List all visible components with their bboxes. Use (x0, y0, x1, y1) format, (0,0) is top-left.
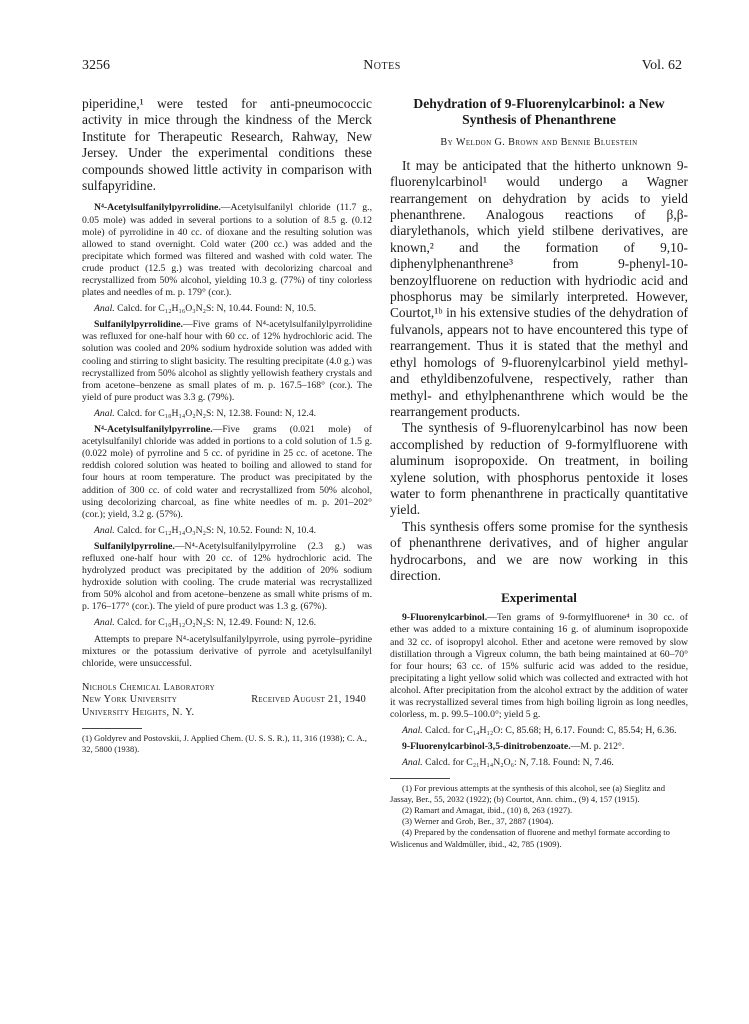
procedure-acetylsulfanilylpyrroline (82, 424, 372, 521)
closing-paragraph: Attempts to prepare N⁴-acetylsulfanilylpyrrole, using pyrrole–pyridine mixtures or the potassium derivative of pyrrole and acetylsulfanilyl chloride, were unsuccessful. (82, 633, 372, 669)
procedure-heading: 9-Fluorenylcarbinol. (402, 612, 488, 624)
analysis-label: Anal. (94, 524, 115, 536)
analysis-line (82, 408, 372, 420)
body-paragraph-3: This synthesis offers some promise for the synthesis of phenanthrene derivatives, and of higher angular hydrocarbons, and we are now working in this direction. (390, 518, 688, 583)
procedure-body: —Five grams (0.021 mole) of acetylsulfanilyl chloride was added in portions to a cold solution of 1.5 g. (0.022 mole) of pyrroline and 5 cc. of pyridine in 25 cc. of acetone. The reddish colored solution was heated to boiling and allowed to stand for four hours at room temperature. The product was precipitated by the addition of 300 cc. of cold water and recrystallized from 50% alcohol, using decolorizing charcoal, as fine white needles of m. p. 201–202° (cor.); yield, 3.2 g. (57%). (82, 424, 372, 520)
procedure-sulfanilylpyrroline (82, 541, 372, 614)
article-title: Dehydration of 9-Fluorenylcarbinol: a New (413, 96, 665, 111)
analysis-label: Anal. (94, 407, 115, 419)
analysis-line (82, 617, 372, 629)
analysis-label: Anal. (402, 725, 423, 737)
analysis-text: Calcd. for C₁₂H₁₄O₃N₂S: N, 10.52. Found: N, 10.4. (114, 524, 317, 536)
affiliation-line: New York University (82, 694, 178, 706)
footnote-4: (4) Prepared by the condensation of fluorene and methyl formate according to Wislicenus and Waldmüller, ibid., 42, 785 (1909). (390, 827, 670, 849)
analysis-line (390, 725, 688, 737)
footnote-1: (1) For previous attempts at the synthesis of this alcohol, see (a) Sieglitz and Jassay, Ber., 55, 2032 (1922); (b) Courtot, Ann. chim., (9) 4, 157 (1915). (390, 782, 666, 804)
procedure-heading: Sulfanilylpyrrolidine. (94, 319, 183, 331)
body-paragraph-2: The synthesis of 9-fluorenylcarbinol has now been accomplished by reduction of 9-formylfluorene with aluminum isopropoxide. On treatment, in boiling xylene solution, with phosphorus pentoxide it loses water to form phenanthrene in practically quantitative yield. (390, 420, 688, 518)
procedure-body: —Acetylsulfanilyl chloride (11.7 g., 0.05 mole) was added in several portions to a solution of 8.5 g. (0.12 mole) of pyrrolidine in 40 cc. of dioxane and the resulting solution was allowed to stand overnight. Cold water (200 cc.) was added and the precipitate which formed was filtered and washed with cold water. The crude product (12.5 g.) was treated with decolorizing charcoal and recrystallized from 50% alcohol, yielding 10.3 g. (77%) of tiny colorless plates and needles of m. p. 179° (cor.). (82, 202, 372, 299)
footnote-1: (1) Goldyrev and Postovskii, J. Applied Chem. (U. S. S. R.), 11, 316 (1938); C. A., 32, 5800 (1938). (82, 732, 367, 754)
analysis-label: Anal. (94, 617, 115, 629)
procedure-body: —M. p. 212°. (570, 741, 625, 753)
analysis-text: Calcd. for C₁₂H₁₆O₃N₂S: N, 10.44. Found: N, 10.5. (114, 303, 317, 315)
volume-label: Vol. 62 (641, 58, 682, 73)
running-title: Notes (363, 58, 401, 73)
procedure-heading: 9-Fluorenylcarbinol-3,5-dinitrobenzoate. (402, 741, 571, 753)
analysis-text: Calcd. for C₂₁H₁₄N₂O₆: N, 7.18. Found: N, 7.46. (422, 757, 614, 769)
footnote-3: (3) Werner and Grob, Ber., 37, 2887 (1904). (402, 816, 554, 827)
procedure-heading: Sulfanilylpyrroline. (94, 540, 175, 552)
body-paragraph-1: It may be anticipated that the hitherto unknown 9-fluorenylcarbinol¹ would undergo a Wagner rearrangement on dehydration by acids to yield phenanthrene. Analogous reactions of β,β-diarylethanols, which yield stilbene derivatives, are known,² and the formation of 9,10-diphenylphenanthrene³ from 9-phenyl-10-benzoylfluorene on reduction with hydriodic acid and phosphorus may be similarly interpreted. However, Courtot,¹ᵇ in his extensive studies of the dehydration of fulvanols, appears not to have encountered this type of rearrangement. Thus it is stated that the methyl and ethyl homologs of 9-fluorenylcarbinol yield methyl- and ethyldibenzofulvene, respectively, rather than methyl- and ethylphenanthrene which would be the rearrangement products. (390, 157, 688, 419)
procedure-body: —Five grams of N⁴-acetylsulfanilylpyrrolidine was refluxed for one-half hour with 60 cc. of 12% hydrochloric acid. The solution was cooled and 20% sodium hydroxide solution was added with cooling and stirring to slight basicity. The resulting precipitate (4.0 g.) was recrystallized from 50% alcohol as slightly yellowish feathery crystals and from acetone–benzene as small plates of m. p. 167.5–168° (cor.). The yield of pure product was 3.3 g. (79%). (82, 319, 372, 403)
procedure-body: —N⁴-Acetylsulfanilylpyrroline (2.3 g.) was refluxed one-half hour with 20 cc. of 12% hydrochloric acid. The hydrolyzed product was precipitated by the addition of 20% sodium hydroxide solution with cooling. The crude material was recrystallized from 50% alcohol and from acetone–benzene as small white prisms of m. p. 176–177° (cor.). The yield of pure product was 1.3 g. (67%). (82, 540, 372, 613)
footnote-rule (82, 728, 142, 729)
procedure-dinitrobenzoate (390, 741, 688, 753)
analysis-text: Calcd. for C₁₀H₁₄O₂N₂S: N, 12.38. Found: N, 12.4. (114, 407, 317, 419)
received-date: Received August 21, 1940 (251, 694, 366, 706)
procedure-body: —Ten grams of 9-formylfluorene⁴ in 30 cc. of ether was added to a mixture containing 16 g. of aluminum isopropoxide and 32 cc. of isopropyl alcohol. Ether and acetone were removed by slow distillation through a Vigreux column, the bath being maintained at 60–70° for four hours; 63 cc. of 15% sulfuric acid was added to the residue, precipitating a light yellow solid which was collected and extracted with hot alcohol. After precipitation from the alcohol extract by the addition of water it was recrystallized several times from high boiling ligroin as long needles, colorless, m. p. 99.5–100.0°; yield 5 g. (390, 612, 688, 721)
section-heading: Experimental (501, 590, 577, 606)
analysis-line (82, 525, 372, 537)
procedure-heading: N⁴-Acetylsulfanilylpyrrolidine. (94, 202, 221, 214)
affiliation-line: University Heights, N. Y. (82, 707, 195, 718)
right-column (390, 96, 688, 850)
procedure-sulfanilylpyrrolidine (82, 319, 372, 404)
analysis-text: Calcd. for C₁₀H₁₂O₂N₂S: N, 12.49. Found: N, 12.6. (114, 617, 317, 629)
page-number: 3256 (82, 58, 110, 73)
procedure-heading: N⁴-Acetylsulfanilylpyrroline. (94, 424, 213, 436)
analysis-label: Anal. (402, 757, 423, 769)
footnote-2: (2) Ramart and Amagat, ibid., (10) 8, 263 (1927). (402, 804, 573, 815)
procedure-fluorenylcarbinol (390, 612, 688, 721)
left-column (82, 96, 372, 755)
analysis-line (390, 757, 688, 769)
analysis-text: Calcd. for C₁₄H₁₂O: C, 85.68; H, 6.17. Found: C, 85.54; H, 6.36. (422, 725, 677, 737)
analysis-line (82, 303, 372, 315)
article-title-line-2: Synthesis of Phenanthrene (462, 112, 616, 128)
procedure-acetylsulfanilylpyrrolidine (82, 202, 372, 299)
analysis-label: Anal. (94, 303, 115, 315)
byline: By Weldon G. Brown and Bennie Bluestein (440, 136, 638, 148)
footnote-rule (390, 778, 450, 779)
affiliation-line: Nichols Chemical Laboratory (82, 681, 216, 693)
affiliation-block (82, 682, 372, 720)
affiliation-row (82, 694, 372, 707)
page-header (82, 58, 682, 76)
intro-paragraph: piperidine,¹ were tested for anti-pneumococcic activity in mice through the kindness of the Merck Institute for Therapeutic Research, Rahway, New Jersey. Under the experimental conditions these compounds showed little activity in comparison with sulfapyridine. (82, 96, 372, 194)
